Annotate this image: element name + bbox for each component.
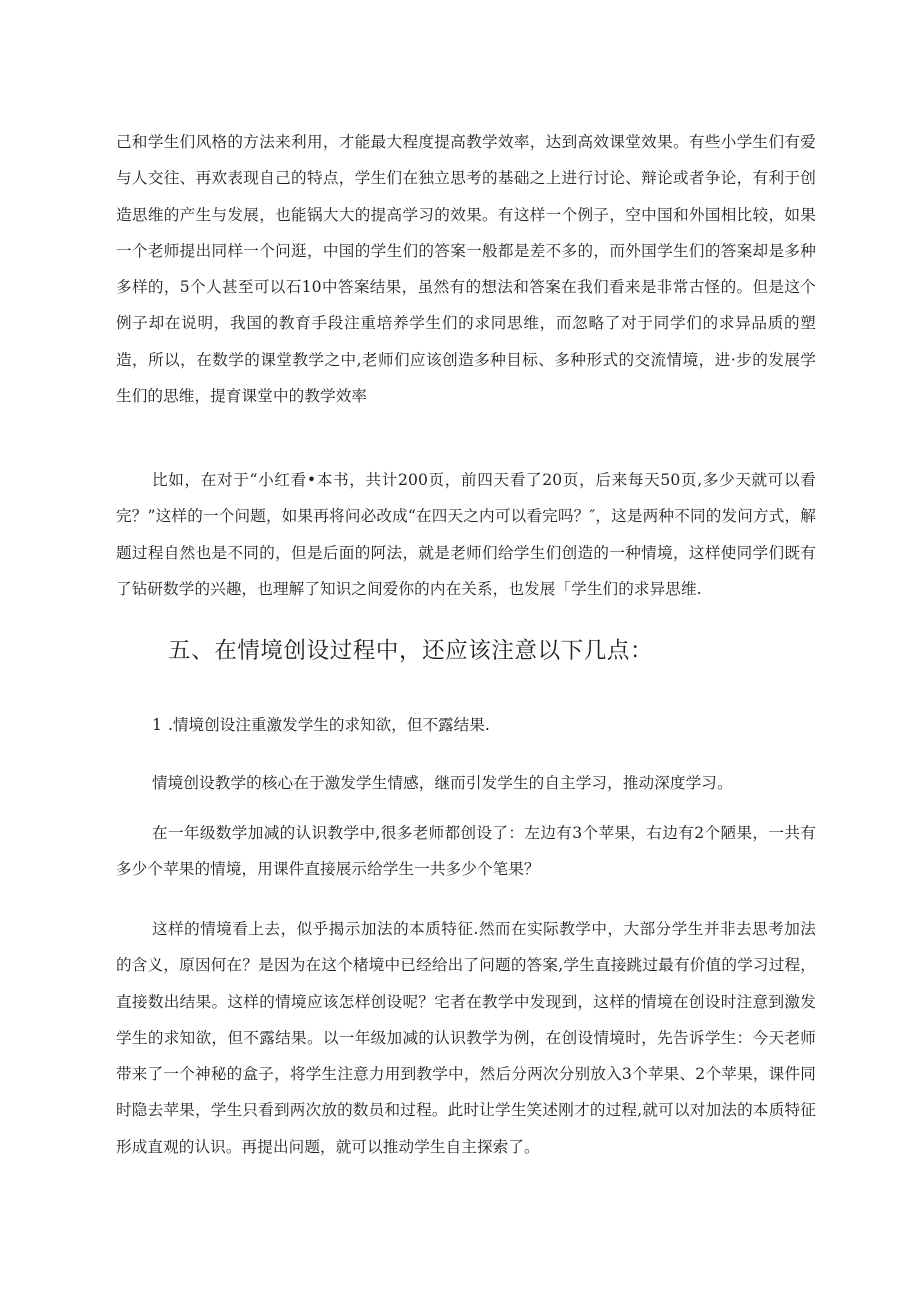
body-paragraph-5: 这样的情境看上去，似乎揭示加法的本质特征.然而在实际教学中，大部分学生并非去思考加法的含义，原因何在？是因为在这个楮境中已经给出了问题的答案,学生直接跳过最有价值的学习过程，直接数出结果。这样的情境应该怎样创设呢？宅者在教学中发现到，这样的情境在创设时注意到激发学生的求知欲，但不露结果。以一年级加减的认识教学为例，在创设情境时，先告诉学生：今天老师带来了一个神秘的盒子，将学生注意力用到教学中，然后分两次分别放入3个苹果、2个苹果，课件同时隐去苹果，学生只看到两次放的数员和过程。此时让学生笑述刚才的过程,就可以对加法的本质特征形成直观的认识。再提出问题，就可以推动学生自主探索了。 <box>116 920 816 1156</box>
list-item-number: 1 <box>152 716 162 734</box>
list-item-1 <box>152 710 490 740</box>
body-paragraph-4: 在一年级数学加减的认识教学中,很多老师都创设了：左边有3个苹果，右边有2个陋果，一共有多少个苹果的情境，用课件直接展示给学生一共多少个笔果？ <box>116 824 816 879</box>
body-paragraph-3: 情境创设教学的核心在于激发学生情感，继而引发学生的自主学习，推动深度学习。 <box>152 774 733 792</box>
list-item-text: .情境创设注重激发学生的求知欲，但不露结果. <box>168 716 490 734</box>
section-heading: 五、在情境创设过程中，还应该注意以下几点： <box>168 638 654 664</box>
body-paragraph-2: 比如，在对于“小红看•本书，共计200页，前四天看了20页，后来每天50页,多少天就可以看完？”这样的一个问题，如果再将问必改成“在四天之内可以看完吗？″，这是两种不同的发问方式，解题过程自然也是不同的，但是后面的阿法，就是老师们给学生们创造的一种情境，这样使同学们既有了钻研数学的兴趣，也理解了知识之间爱你的内在关系，也发展「学生们的求异思维. <box>116 471 816 598</box>
body-paragraph-1: 己和学生们风格的方法来利用，才能最大程度提高教学效率，达到高效课堂效果。有些小学生们有爱与人交往、再欢表现自己的特点，学生们在独立思考的基础之上进行讨论、辩论或者争论，有利于创造思维的产生与发展，也能锅大大的提高学习的效果。有这样一个例子，空中国和外国相比较，如果一个老师提出同样一个问逛，中国的学生们的答案一般都是差不多的，而外国学生们的答案却是多种多样的，5个人甚至可以石10中答案结果，虽然有的想法和答案在我们看来是非常古怪的。但是这个例子却在说明，我国的教育手段注重培养学生们的求同思维，而忽略了对于同学们的求异品质的塑造，所以，在数学的课堂教学之中,老师们应该创造多种目标、多种形式的交流情境，进·步的发展学生们的思维，提育课堂中的教学效率 <box>116 133 816 406</box>
